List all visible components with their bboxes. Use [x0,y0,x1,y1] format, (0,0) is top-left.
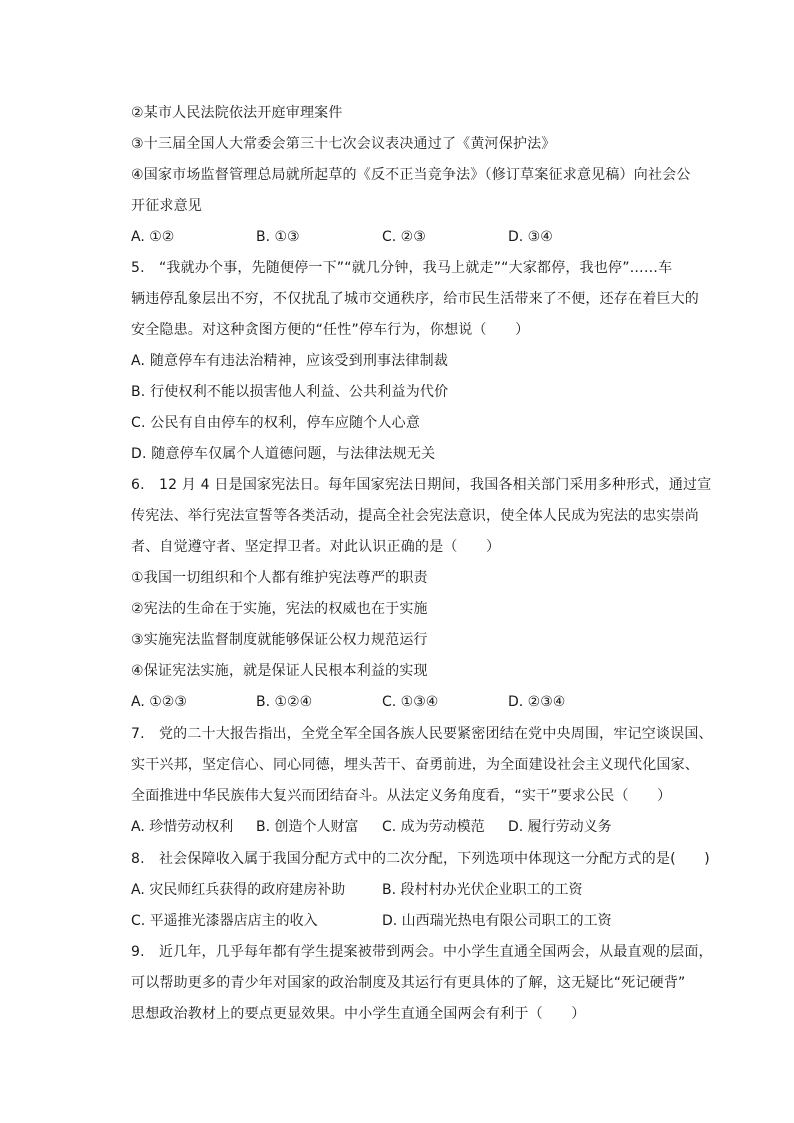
q7-stem-line1: 7. 党的二十大报告指出，全党全军全国各族人民要紧密团结在党中央周围，牢记空谈误国、 [131,726,713,742]
q6-stem-line1: 6. 12 月 4 日是国家宪法日。每年国家宪法日期间，我国各相关部门采用多种形式，通过宣 [131,477,712,493]
q6-statement-4: ④保证宪法实施，就是保证人民根本利益的实现 [131,663,428,679]
q6-option-c: C. ①③④ [382,694,439,710]
q5-stem-line1: 5. “我就办个事，先随便停一下”“就几分钟，我马上就走”“大家都停，我也停”……车 [131,260,673,276]
q8-option-b: B. 段村村办光伏企业职工的工资 [382,882,583,898]
q6-option-b: B. ①②④ [256,694,313,710]
q6-statement-1: ①我国一切组织和个人都有维护宪法尊严的职责 [131,570,428,586]
q6-stem-line2: 传宪法、举行宪法宣誓等各类活动，提高全社会宪法意识，使全体人民成为宪法的忠实崇尚 [131,508,699,524]
q4-option-c: C. ②③ [382,229,426,245]
q6-option-a: A. ①②③ [131,694,187,710]
q7-option-c: C. 成为劳动模范 [382,819,485,835]
q7-option-a: A. 珍惜劳动权利 [131,819,234,835]
q5-option-d: D. 随意停车仅属个人道德问题，与法律法规无关 [131,446,436,462]
q4-statement-4-line2: 开征求意见 [131,198,202,214]
q8-option-a: A. 灾民师红兵获得的政府建房补助 [131,882,346,898]
q8-stem-line1: 8. 社会保障收入属于我国分配方式中的二次分配，下列选项中体现这一分配方式的是( ) [131,851,710,867]
q6-statement-3: ③实施宪法监督制度就能够保证公权力规范运行 [131,632,428,648]
q4-statement-3: ③十三届全国人大常委会第三十七次会议表决通过了《黄河保护法》 [131,136,556,152]
q4-statement-2: ②某市人民法院依法开庭审理案件 [131,105,343,121]
q6-option-d: D. ②③④ [508,694,566,710]
q4-option-a: A. ①② [131,229,175,245]
q7-stem-line3: 全面推进中华民族伟大复兴而团结奋斗。从法定义务角度看，“实干”要求公民（ ） [131,788,672,804]
q6-stem-line3: 者、自觉遵守者、坚定捍卫者。对此认识正确的是（ ） [131,539,501,555]
q9-stem-line1: 9. 近几年，几乎每年都有学生提案被带到两会。中小学生直通全国两会，从最直观的层面， [131,944,713,960]
q8-option-d: D. 山西瑞光热电有限公司职工的工资 [382,913,612,929]
q9-stem-line2: 可以帮助更多的青少年对国家的政治制度及其运行有更具体的了解，这无疑比“死记硬背” [131,975,686,991]
q6-statement-2: ②宪法的生命在于实施，宪法的权威也在于实施 [131,601,428,617]
q4-option-b: B. ①③ [256,229,300,245]
q8-option-c: C. 平遥推光漆器店店主的收入 [131,913,318,929]
q7-option-b: B. 创造个人财富 [256,819,359,835]
q4-option-d: D. ③④ [508,229,553,245]
q4-statement-4-line1: ④国家市场监督管理总局就所起草的《反不正当竞争法》（修订草案征求意见稿）向社会公 [131,167,691,183]
q5-stem-line3: 安全隐患。对这种贪图方便的“任性”停车行为，你想说（ ） [131,322,530,338]
q5-option-c: C. 公民有自由停车的权利，停车应随个人心意 [131,415,421,431]
q5-option-b: B. 行使权利不能以损害他人利益、公共利益为代价 [131,384,449,400]
q5-option-a: A. 随意停车有违法治精神，应该受到刑事法律制裁 [131,353,449,369]
q7-stem-line2: 实干兴邦，坚定信心、同心同德，埋头苦干、奋勇前进，为全面建设社会主义现代化国家、 [131,757,699,773]
q7-option-d: D. 履行劳动义务 [508,819,612,835]
q5-stem-line2: 辆违停乱象层出不穷，不仅扰乱了城市交通秩序，给市民生活带来了不便，还存在着巨大的 [131,291,699,307]
q9-stem-line3: 思想政治教材上的要点更显效果。中小学生直通全国两会有利于（ ） [131,1006,586,1022]
